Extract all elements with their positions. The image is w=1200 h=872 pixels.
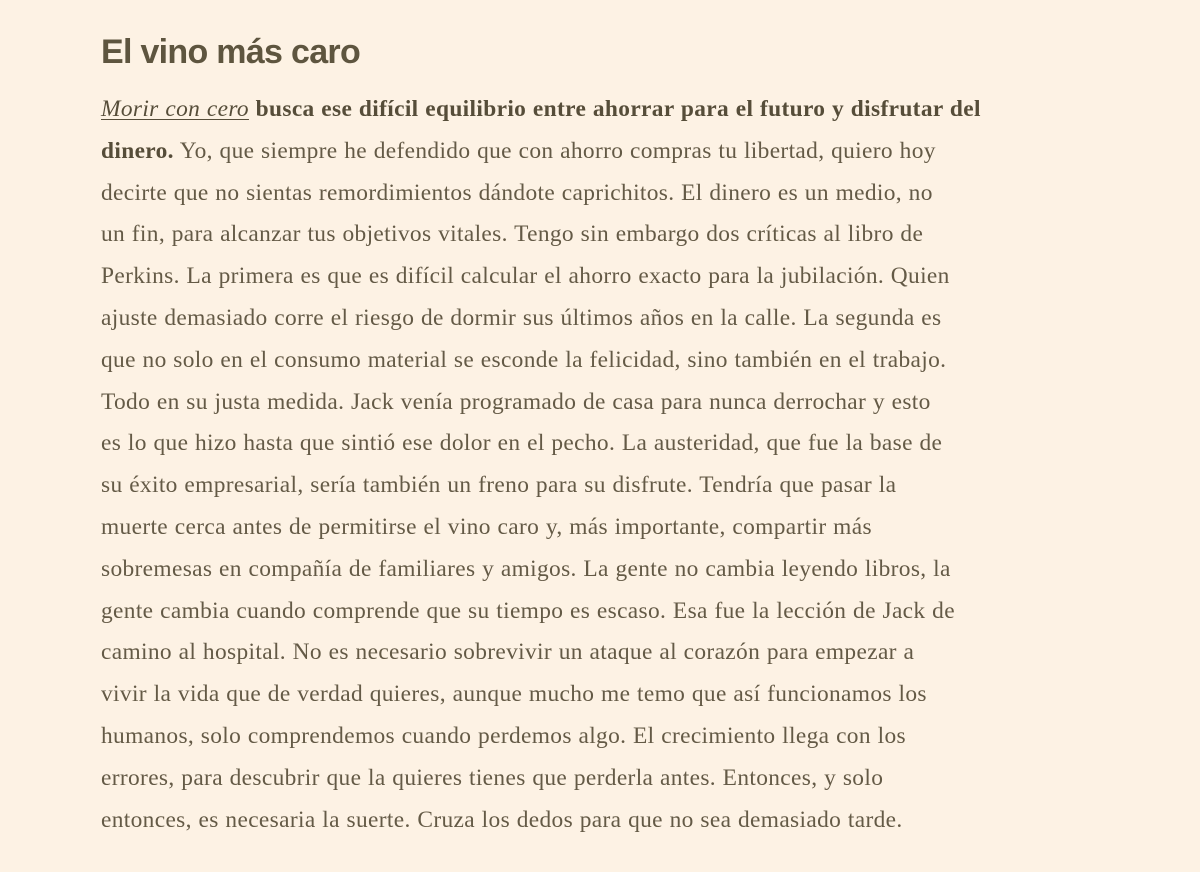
section-heading: El vino más caro: [101, 33, 361, 71]
paragraph-line: Todo en su justa medida. Jack venía programado de casa para nunca derrochar y esto: [101, 388, 931, 415]
paragraph-line: muerte cerca antes de permitirse el vino caro y, más importante, compartir más: [101, 513, 872, 540]
paragraph-line: [101, 131, 1101, 173]
paragraph-line: ajuste demasiado corre el riesgo de dormir sus últimos años en la calle. La segunda es: [101, 304, 942, 331]
paragraph-line: es lo que hizo hasta que sintió ese dolor en el pecho. La austeridad, que fue la base de: [101, 430, 943, 457]
paragraph-line: [101, 89, 1101, 131]
article-paragraph: [101, 89, 1101, 841]
paragraph-line: errores, para descubrir que la quieres tienes que perderla antes. Entonces, y solo: [101, 764, 884, 791]
paragraph-line: un fin, para alcanzar tus objetivos vitales. Tengo sin embargo dos críticas al libro de: [101, 221, 924, 248]
lead-sentence-bold-end: dinero.: [101, 137, 174, 164]
paragraph-line: entonces, es necesaria la suerte. Cruza los dedos para que no sea demasiado tarde.: [101, 806, 903, 833]
book-title-link[interactable]: Morir con cero: [101, 96, 249, 122]
paragraph-line: vivir la vida que de verdad quieres, aunque mucho me temo que así funcionamos los: [101, 681, 927, 708]
paragraph-line: decirte que no sientas remordimientos dándote caprichitos. El dinero es un medio, no: [101, 179, 933, 206]
article: [101, 0, 1101, 841]
lead-sentence-bold: busca ese difícil equilibrio entre ahorrar para el futuro y disfrutar del: [248, 96, 981, 122]
paragraph-line: humanos, solo comprendemos cuando perdemos algo. El crecimiento llega con los: [101, 722, 906, 749]
paragraph-line: que no solo en el consumo material se esconde la felicidad, sino también en el trabajo.: [101, 346, 947, 373]
paragraph-line: camino al hospital. No es necesario sobrevivir un ataque al corazón para empezar a: [101, 639, 915, 666]
paragraph-line: sobremesas en compañía de familiares y amigos. La gente no cambia leyendo libros, la: [101, 555, 951, 582]
body-text: Yo, que siempre he defendido que con ahorro compras tu libertad, quiero hoy: [173, 137, 936, 164]
paragraph-line: Perkins. La primera es que es difícil calcular el ahorro exacto para la jubilación. Quien: [101, 263, 950, 290]
paragraph-line: gente cambia cuando comprende que su tiempo es escaso. Esa fue la lección de Jack de: [101, 597, 955, 624]
paragraph-line: su éxito empresarial, sería también un freno para su disfrute. Tendría que pasar la: [101, 472, 897, 499]
